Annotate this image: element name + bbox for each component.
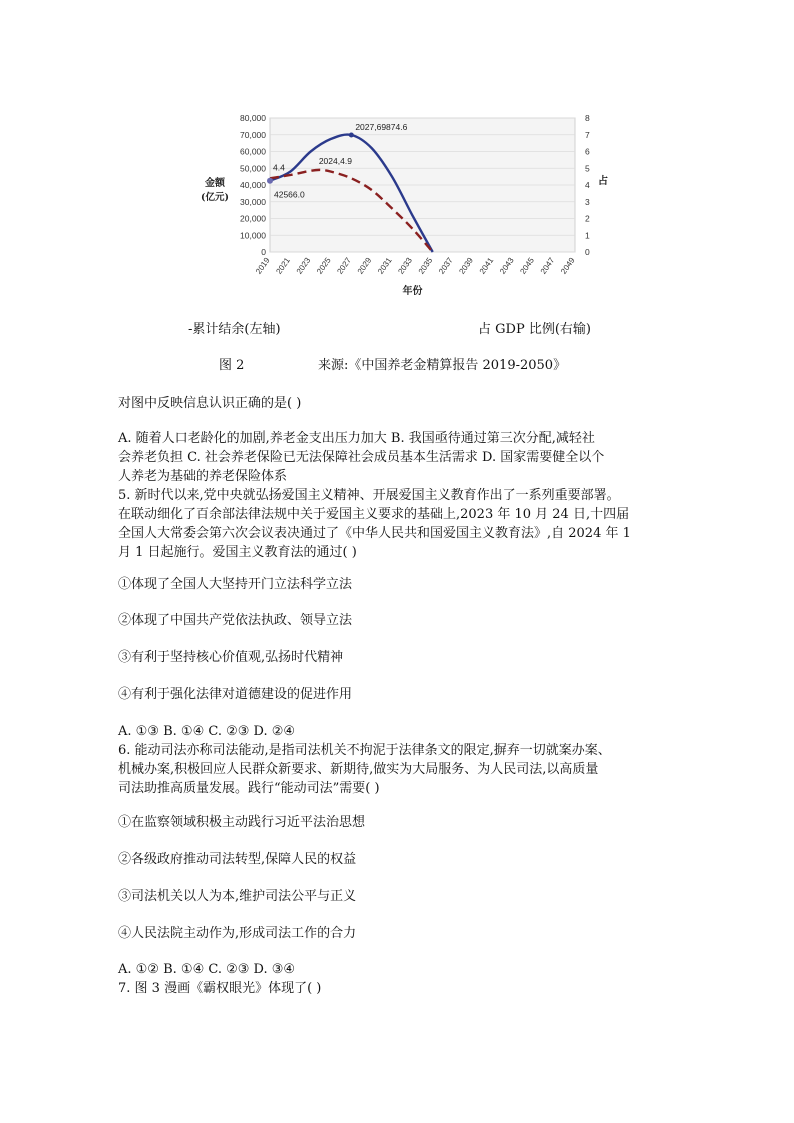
y-right-tick-label: 4: [585, 180, 590, 190]
start-marker: [267, 178, 273, 184]
x-tick-label: 2027: [335, 255, 353, 276]
y-right-tick-label: 1: [585, 230, 590, 241]
annotation-start-balance: 42566.0: [274, 189, 305, 200]
x-tick-label: 2037: [437, 255, 455, 276]
x-tick-label: 2039: [457, 255, 475, 276]
legend-right-series: 占 GDP 比例(右输): [478, 322, 591, 337]
x-tick-label: 2041: [477, 255, 496, 276]
q4-stem: 对图中反映信息认识正确的是( ): [118, 396, 302, 411]
x-tick-label: 2029: [355, 255, 374, 276]
x-tick-label: 2043: [498, 255, 516, 276]
pension-chart: [195, 100, 615, 300]
y-left-tick-label: 20,000: [240, 213, 266, 224]
q5-item: ①体现了全国人大坚持开门立法科学立法: [118, 577, 353, 592]
q5-stem-line: 全国人大常委会第六次会议表决通过了《中华人民共和国爱国主义教育法》,自 2024 年 1: [118, 526, 631, 541]
y-right-tick-label: 6: [585, 146, 590, 157]
y-left-tick-label: 40,000: [240, 180, 266, 190]
y-right-tick-label: 7: [585, 129, 590, 140]
q4-options-line: A. 随着人口老龄化的加剧,养老金支出压力加大 B. 我国亟待通过第三次分配,减轻社: [118, 431, 595, 446]
y-left-axis-label: 金额: [205, 178, 225, 189]
y-left-tick-label: 0: [261, 247, 266, 257]
q5-item: ④有利于强化法律对道德建设的促进作用: [118, 687, 353, 702]
y-left-tick-label: 50,000: [240, 163, 266, 174]
x-tick-label: 2025: [315, 255, 333, 276]
legend-left-series: -累计结余(左轴): [188, 322, 281, 337]
x-tick-label: 2023: [294, 255, 313, 276]
q5-item: ②体现了中国共产党依法执政、领导立法: [118, 613, 353, 628]
q6-item: ①在监察领域积极主动践行习近平法治思想: [118, 815, 366, 830]
x-tick-label: 2035: [416, 255, 435, 276]
y-left-tick-label: 70,000: [240, 129, 266, 140]
y-right-tick-label: 2: [585, 213, 590, 224]
q6-item: ③司法机关以人为本,维护司法公平与正义: [118, 889, 357, 904]
y-left-tick-label: 10,000: [240, 230, 266, 241]
y-left-tick-label: 30,000: [240, 196, 266, 207]
q6-answers: A. ①② B. ①④ C. ②③ D. ③④: [118, 962, 296, 977]
y-left-tick-label: 80,000: [240, 113, 266, 123]
y-right-tick-label: 0: [585, 247, 590, 257]
q5-item: ③有利于坚持核心价值观,弘扬时代精神: [118, 650, 344, 665]
x-tick-label: 2031: [376, 255, 394, 276]
annotation-peak-balance: 2027,69874.6: [355, 121, 408, 132]
q6-item: ②各级政府推动司法转型,保障人民的权益: [118, 852, 357, 867]
x-axis-label: 年份: [402, 286, 423, 297]
peak-marker: [349, 132, 354, 137]
x-tick-label: 2045: [518, 255, 536, 276]
y-left-axis-label-unit: (亿元): [201, 192, 229, 203]
x-tick-label: 2033: [396, 255, 414, 276]
y-right-tick-label: 8: [585, 113, 590, 123]
q6-stem-line: 6. 能动司法亦称司法能动,是指司法机关不拘泥于法律条文的限定,摒弃一切就案办案、: [118, 743, 611, 758]
q4-options-line: 会养老负担 C. 社会养老保险已无法保障社会成员基本生活需求 D. 国家需要健全以个: [118, 450, 605, 465]
x-tick-label: 2047: [538, 255, 557, 276]
y-right-tick-label: 3: [585, 196, 590, 207]
annotation-start-ratio: 4.4: [273, 162, 285, 173]
x-tick-label: 2021: [274, 255, 292, 276]
q7-stem: 7. 图 3 漫画《霸权眼光》体现了( ): [118, 981, 322, 996]
q6-stem-line: 司法助推高质量发展。践行“能动司法”需要( ): [118, 781, 380, 796]
figure-source: 来源:《中国养老金精算报告 2019-2050》: [318, 358, 567, 373]
x-tick-label: 2019: [254, 255, 272, 276]
q5-stem-line: 在联动细化了百余部法律法规中关于爱国主义要求的基础上,2023 年 10 月 24 日,十四届: [118, 507, 630, 522]
q5-stem-line: 5. 新时代以来,党中央就弘扬爱国主义精神、开展爱国主义教育作出了一系列重要部署。: [118, 488, 620, 503]
q4-options-line: 人养老为基础的养老保险体系: [118, 469, 288, 484]
annotation-peak-ratio: 2024,4.9: [318, 155, 352, 166]
x-tick-label: 2049: [559, 255, 577, 276]
q6-item: ④人民法院主动作为,形成司法工作的合力: [118, 926, 357, 941]
q5-answers: A. ①③ B. ①④ C. ②③ D. ②④: [118, 724, 296, 739]
y-right-tick-label: 5: [585, 163, 590, 174]
figure-label: 图 2: [219, 358, 245, 373]
y-left-tick-label: 60,000: [240, 146, 266, 157]
q5-stem-line: 月 1 日起施行。爱国主义教育法的通过( ): [118, 545, 357, 560]
y-right-axis-label: 占: [598, 176, 608, 187]
q6-stem-line: 机械办案,积极回应人民群众新要求、新期待,做实为大局服务、为人民司法,以高质量: [118, 762, 599, 777]
